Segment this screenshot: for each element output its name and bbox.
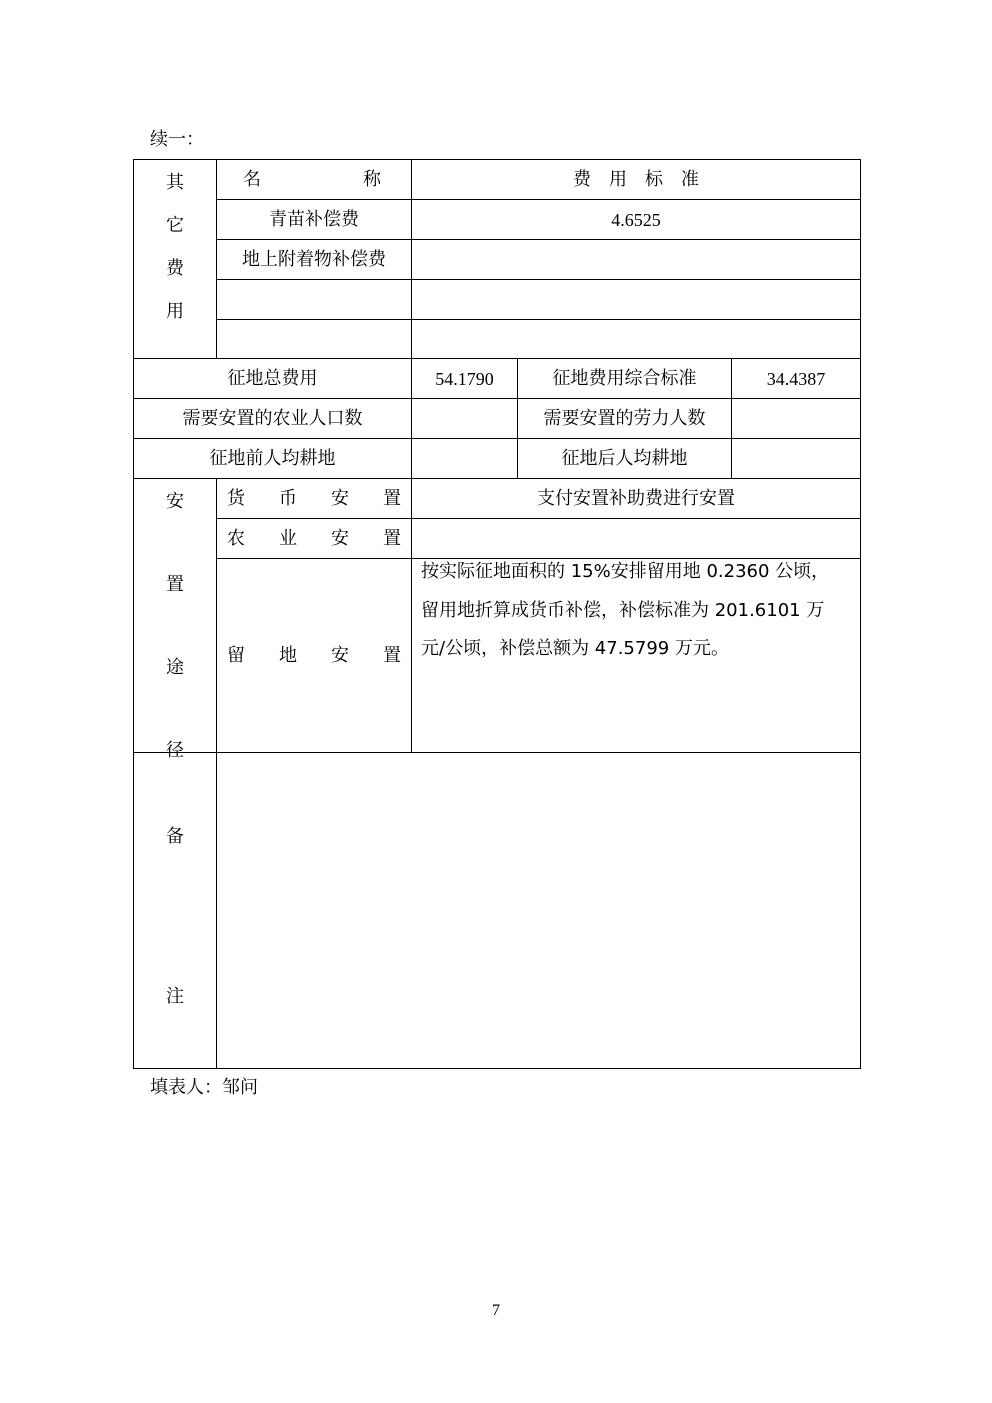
composite-standard-value: 34.4387 — [766, 368, 826, 389]
header-name: 名 称 — [243, 168, 381, 190]
farmland-before-label: 征地前人均耕地 — [209, 447, 336, 469]
total-cost-label: 征地总费用 — [227, 367, 318, 389]
rule — [133, 1068, 861, 1069]
reserved-land-resettlement-label: 留 地 安 置 — [227, 644, 401, 666]
page-number: 7 — [492, 1302, 500, 1319]
fee-value-seedling: 4.6525 — [611, 209, 661, 230]
currency-resettlement-value: 支付安置补助费进行安置 — [537, 487, 735, 509]
farmland-after-value — [732, 439, 860, 478]
table-caption: 续一： — [150, 129, 204, 150]
remarks-side-label: 备 注 — [166, 826, 184, 1007]
agri-population-value — [412, 399, 517, 438]
fee-name-blank — [217, 280, 411, 319]
farmland-before-value — [412, 439, 517, 478]
fee-value-attachments — [412, 240, 860, 279]
composite-standard-label: 征地费用综合标准 — [552, 367, 697, 389]
remarks-content — [217, 753, 860, 1068]
other-fees-side-label: 其 它 费 用 — [166, 172, 184, 322]
reserved-land-resettlement-text: 按实际征地面积的 15%安排留用地 0.2360 公顷， 留用地折算成货币补偿，补偿标准为 201.6101 万 元/公顷，补偿总额为 47.5799 万元。 — [421, 561, 830, 659]
labor-count-value — [732, 399, 860, 438]
fee-name-seedling: 青苗补偿费 — [269, 208, 359, 230]
fee-name-blank — [217, 320, 411, 358]
labor-count-label: 需要安置的劳力人数 — [543, 407, 706, 429]
currency-resettlement-label: 货 币 安 置 — [227, 487, 401, 509]
header-standard: 费 用 标 准 — [573, 168, 699, 190]
fee-value-blank — [412, 320, 860, 358]
form-filler: 填表人：邹问 — [150, 1077, 258, 1098]
agri-population-label: 需要安置的农业人口数 — [182, 407, 363, 429]
rule — [860, 159, 861, 1069]
total-cost-value: 54.1790 — [435, 368, 494, 389]
fee-name-attachments: 地上附着物补偿费 — [242, 248, 386, 270]
fee-value-blank — [412, 280, 860, 319]
farmland-after-label: 征地后人均耕地 — [561, 447, 688, 469]
agriculture-resettlement-label: 农 业 安 置 — [227, 527, 401, 549]
resettlement-side-label: 安 置 途 径 — [166, 491, 184, 761]
